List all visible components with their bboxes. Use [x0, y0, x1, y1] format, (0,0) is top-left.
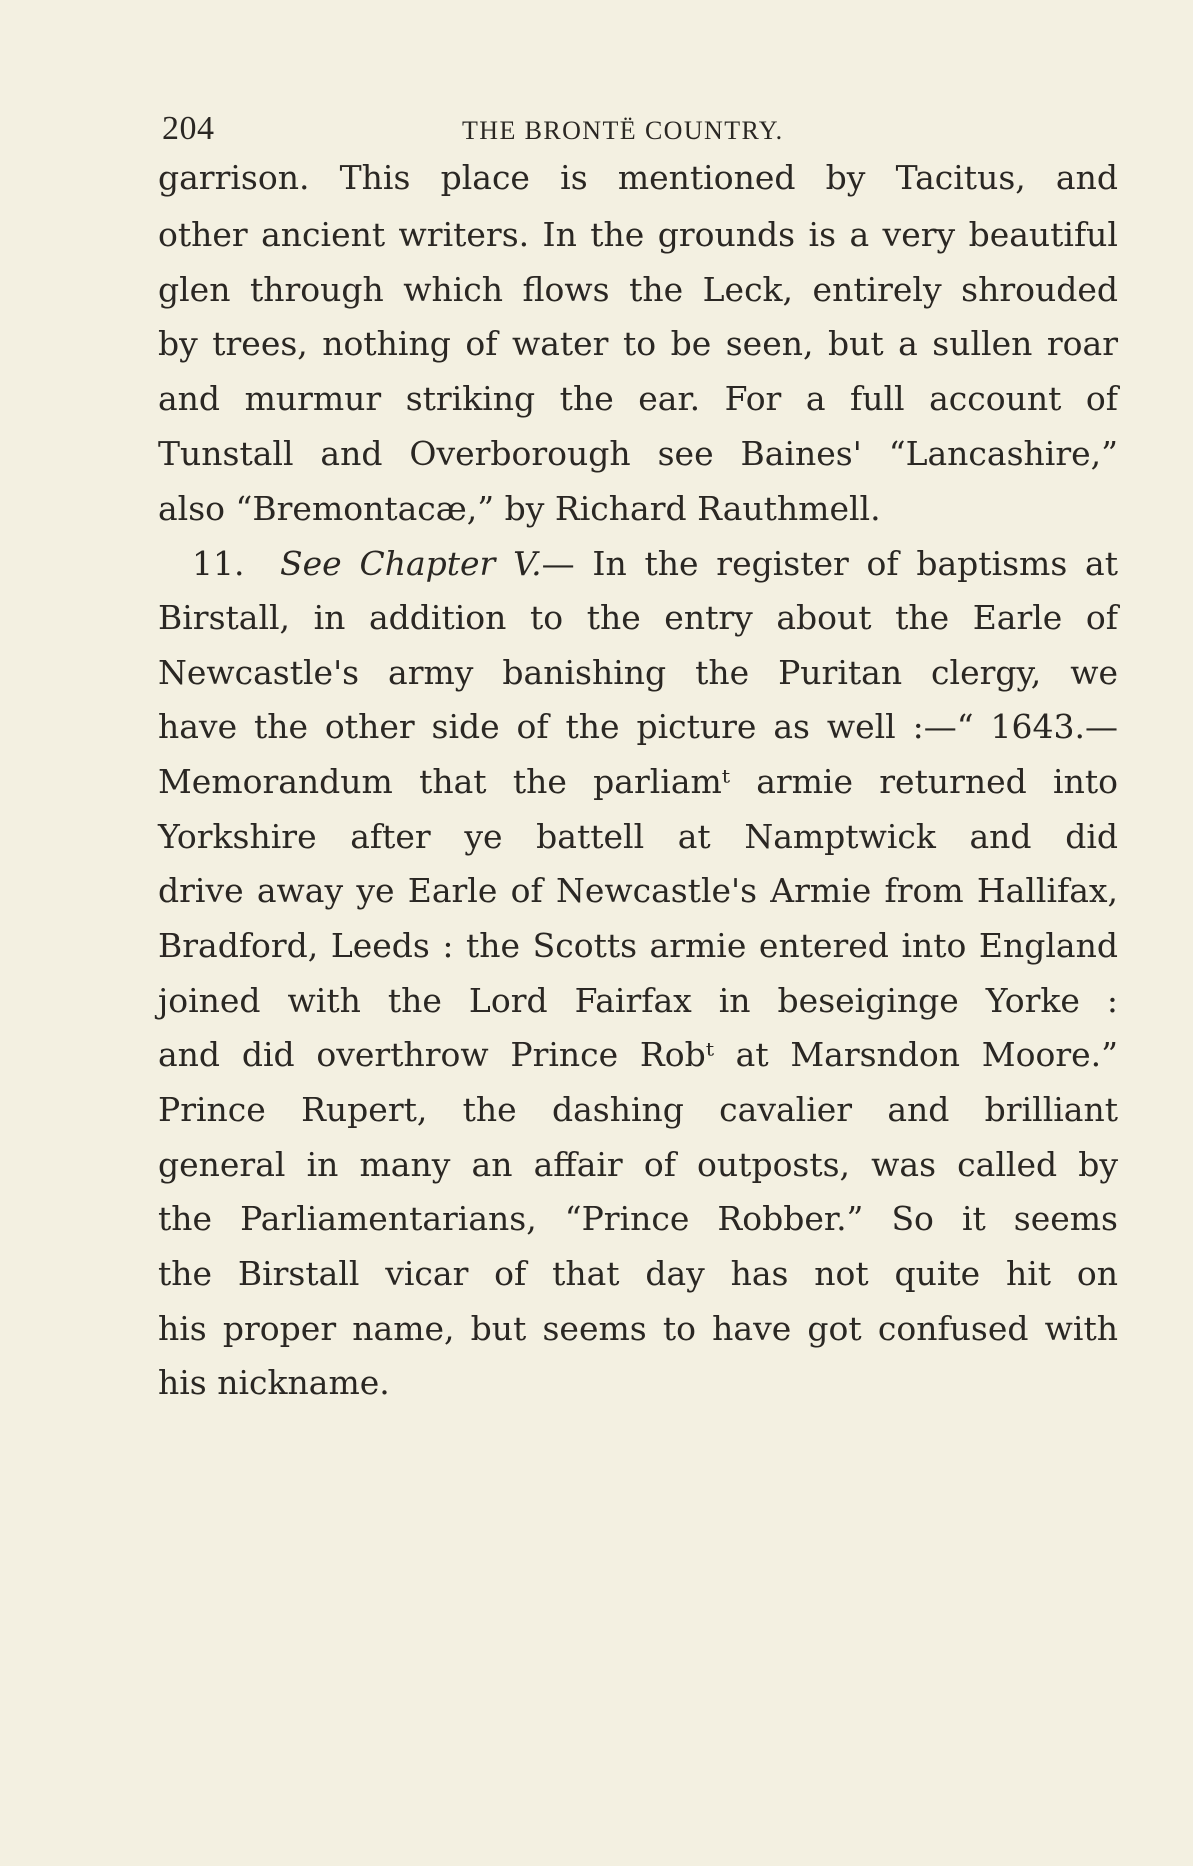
- text-line: also “Bremontacæ,” by Richard Rauthmell.: [158, 489, 881, 528]
- text-line: his nickname.: [158, 1363, 390, 1402]
- text-line: have the other side of the picture as well :—“ 1643.—: [158, 707, 1118, 746]
- note-reference: See Chapter V.: [280, 544, 542, 583]
- page-number: 204: [162, 110, 215, 147]
- note-11-line: [192, 537, 1118, 591]
- text-line: other ancient writers. In the grounds is a very beautiful: [158, 215, 1118, 254]
- text-line: the Birstall vicar of that day has not quite hit on: [158, 1254, 1118, 1293]
- text-line: general in many an affair of outposts, was called by: [158, 1145, 1118, 1184]
- text-line: by trees, nothing of water to be seen, but a sullen roar: [158, 324, 1118, 363]
- text-line: Birstall, in addition to the entry about the Earle of: [158, 598, 1118, 637]
- text-line: glen through which flows the Leck, entirely shrouded: [158, 270, 1118, 309]
- text-line: his proper name, but seems to have got confused with: [158, 1309, 1118, 1348]
- page-header: [162, 100, 1117, 150]
- text-line: and murmur striking the ear. For a full account of: [158, 379, 1118, 418]
- text-line: and did overthrow Prince Robᵗ at Marsndon Moore.”: [158, 1035, 1118, 1074]
- running-title: THE BRONTË COUNTRY.: [462, 116, 784, 145]
- text-line: Newcastle's army banishing the Puritan clergy, we: [158, 653, 1118, 692]
- text-line: Yorkshire after ye battell at Namptwick and did: [158, 817, 1118, 856]
- text-line: drive away ye Earle of Newcastle's Armie from Hallifax,: [158, 871, 1118, 910]
- note-continuation: — In the register of baptisms at: [541, 544, 1118, 583]
- text-line: Memorandum that the parliamᵗ armie returned into: [158, 762, 1118, 801]
- note-number: 11.: [192, 544, 245, 583]
- text-line: Tunstall and Overborough see Baines' “Lancashire,”: [158, 434, 1118, 473]
- text-line: Bradford, Leeds : the Scotts armie entered into England: [158, 926, 1118, 965]
- text-line: Prince Rupert, the dashing cavalier and brilliant: [158, 1090, 1118, 1129]
- text-line: garrison. This place is mentioned by Tacitus, and: [158, 158, 1118, 197]
- text-line: the Parliamentarians, “Prince Robber.” So it seems: [158, 1199, 1118, 1238]
- text-line: joined with the Lord Fairfax in beseiginge Yorke :: [158, 981, 1118, 1020]
